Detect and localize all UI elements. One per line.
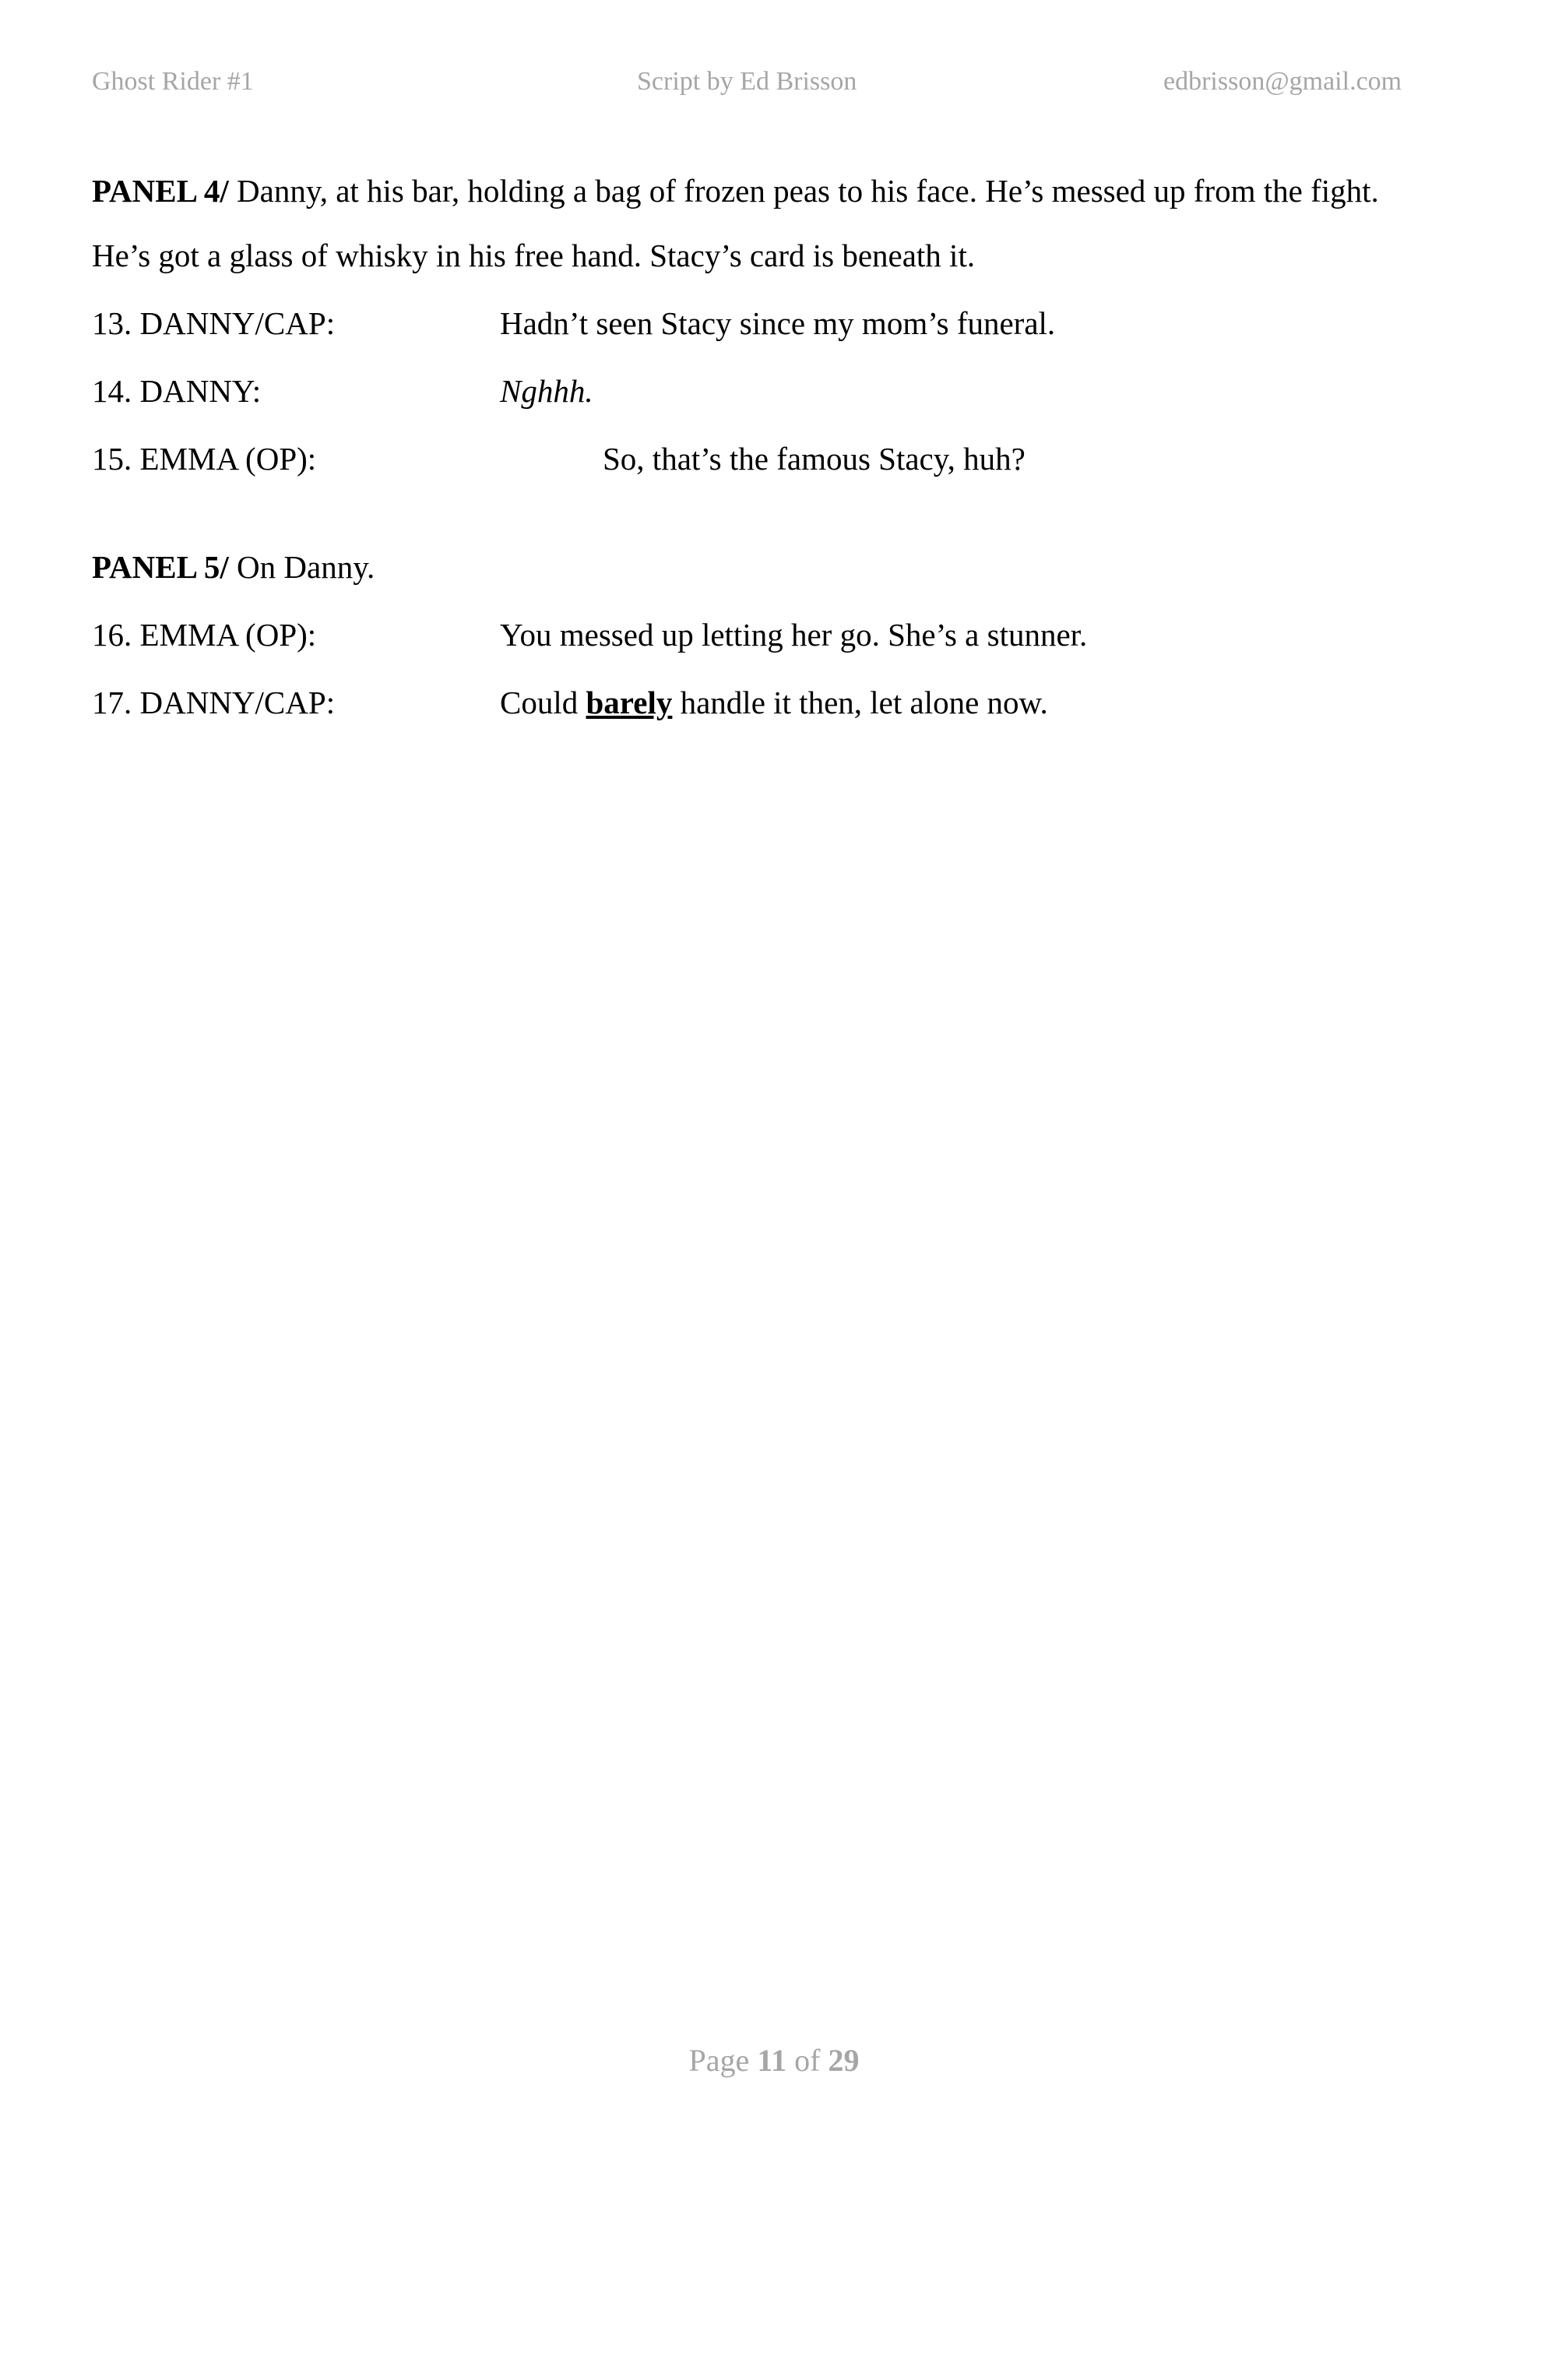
dialogue-text xyxy=(500,681,1048,724)
dialogue-text: So, that’s the famous Stacy, huh? xyxy=(603,441,1026,477)
speaker-label: 13. DANNY/CAP: xyxy=(92,305,336,341)
dialogue-text: Nghhh. xyxy=(500,373,593,409)
page-number: 11 xyxy=(757,2043,787,2078)
dialogue-text-before: Could xyxy=(500,685,586,720)
panel-4-label: PANEL 4/ xyxy=(92,173,229,209)
page-word: Page xyxy=(688,2043,758,2078)
panel-4-description: Danny, at his bar, holding a bag of frozen peas to his face. He’s messed up from the fight. xyxy=(228,173,1379,209)
dialogue-text: You messed up letting her go. She’s a stunner. xyxy=(500,617,1088,653)
header-email: edbrisson@gmail.com xyxy=(1163,67,1402,96)
speaker-label: 14. DANNY: xyxy=(92,373,262,409)
speaker-label: 16. EMMA (OP): xyxy=(92,617,317,653)
panel-5-description-block xyxy=(92,546,1462,589)
dialogue-text: Hadn’t seen Stacy since my mom’s funeral. xyxy=(500,305,1056,341)
page-footer xyxy=(0,2042,1548,2079)
total-pages: 29 xyxy=(828,2043,860,2078)
speaker-label: 15. EMMA (OP): xyxy=(92,441,317,477)
page-header xyxy=(0,67,1548,98)
header-credit: Script by Ed Brisson xyxy=(637,67,857,96)
script-line xyxy=(92,614,1462,657)
panel-4 xyxy=(92,170,1462,481)
script-body xyxy=(92,170,1462,724)
panel-5-description: On Danny. xyxy=(228,549,375,585)
panel-4-note: He’s got a glass of whisky in his free hand. Stacy’s card is beneath it. xyxy=(92,238,976,273)
of-word: of xyxy=(786,2043,829,2078)
script-line xyxy=(92,370,1462,413)
panel-5-label: PANEL 5/ xyxy=(92,549,229,585)
script-line xyxy=(92,681,1462,724)
script-line xyxy=(92,302,1462,345)
panel-5 xyxy=(92,546,1462,724)
speaker-label: 17. DANNY/CAP: xyxy=(92,685,336,720)
dialogue-text-after: handle it then, let alone now. xyxy=(672,685,1048,720)
dialogue-emphasis: barely xyxy=(586,685,673,720)
panel-4-description-block xyxy=(92,170,1462,213)
header-title: Ghost Rider #1 xyxy=(92,67,254,96)
script-line xyxy=(92,438,1462,481)
